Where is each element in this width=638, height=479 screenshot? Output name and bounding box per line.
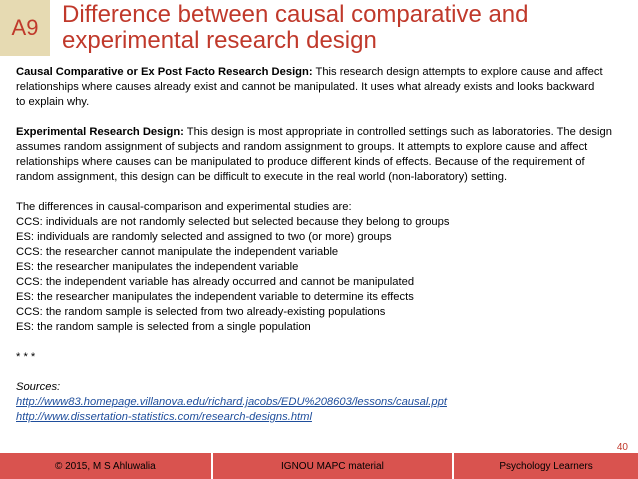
exp-heading: Experimental Research Design: <box>16 126 184 138</box>
difference-item: ES: the researcher manipulates the independent variable <box>16 261 299 273</box>
difference-item: CCS: the random sample is selected from two already-existing populations <box>16 306 386 318</box>
difference-item: CCS: individuals are not randomly selected but selected because they belong to groups <box>16 216 450 228</box>
source-link-1[interactable]: http://www83.homepage.villanova.edu/richard.jacobs/EDU%208603/lessons/causal.ppt <box>16 396 447 408</box>
footer-brand: Psychology Learners <box>499 460 593 472</box>
exp-text-3: relationships where causes can be manipulated to produce different kinds of effects. Because of the requirement of <box>16 156 585 168</box>
page-number: 40 <box>616 442 628 453</box>
footer-source: IGNOU MAPC material <box>213 453 454 479</box>
ccs-text-1: This research design attempts to explore cause and affect <box>312 66 603 78</box>
ccs-paragraph <box>16 65 628 80</box>
footer-copyright: © 2015, M S Ahluwalia <box>0 453 213 479</box>
difference-item: ES: the random sample is selected from a single population <box>16 321 311 333</box>
separator: * * * <box>16 351 36 363</box>
slide-title <box>62 2 529 54</box>
ccs-heading: Causal Comparative or Ex Post Facto Research Design: <box>16 66 313 78</box>
slide-content <box>16 65 628 425</box>
ccs-text-2: relationships where causes already exist and cannot be manipulated. It uses what already exists and looks backward <box>16 81 595 93</box>
difference-item: ES: individuals are randomly selected and assigned to two (or more) groups <box>16 231 392 243</box>
difference-item: CCS: the independent variable has already occurred and cannot be manipulated <box>16 276 415 288</box>
title-line-1: Difference between causal comparative and <box>62 1 529 28</box>
title-line-2: experimental research design <box>62 27 377 54</box>
sources-label: Sources: <box>16 381 61 393</box>
exp-text-4: random assignment, this design can be difficult to execute in the real world (non-laboratory) setting. <box>16 171 508 183</box>
exp-paragraph <box>16 125 628 140</box>
exp-text-1: This design is most appropriate in controlled settings such as laboratories. The design <box>183 126 612 138</box>
difference-item: CCS: the researcher cannot manipulate the independent variable <box>16 246 339 258</box>
difference-item: ES: the researcher manipulates the independent variable to determine its effects <box>16 291 414 303</box>
differences-intro: The differences in causal-comparison and experimental studies are: <box>16 201 352 213</box>
title-bar <box>50 0 638 56</box>
footer-bar <box>0 453 638 479</box>
source-link-2[interactable]: http://www.dissertation-statistics.com/research-designs.html <box>16 411 312 423</box>
slide-badge: A9 <box>0 0 50 56</box>
exp-text-2: assumes random assignment of subjects and random assignment to groups. It attempts to explore cause and affect <box>16 141 588 153</box>
ccs-text-3: to explain why. <box>16 96 90 108</box>
